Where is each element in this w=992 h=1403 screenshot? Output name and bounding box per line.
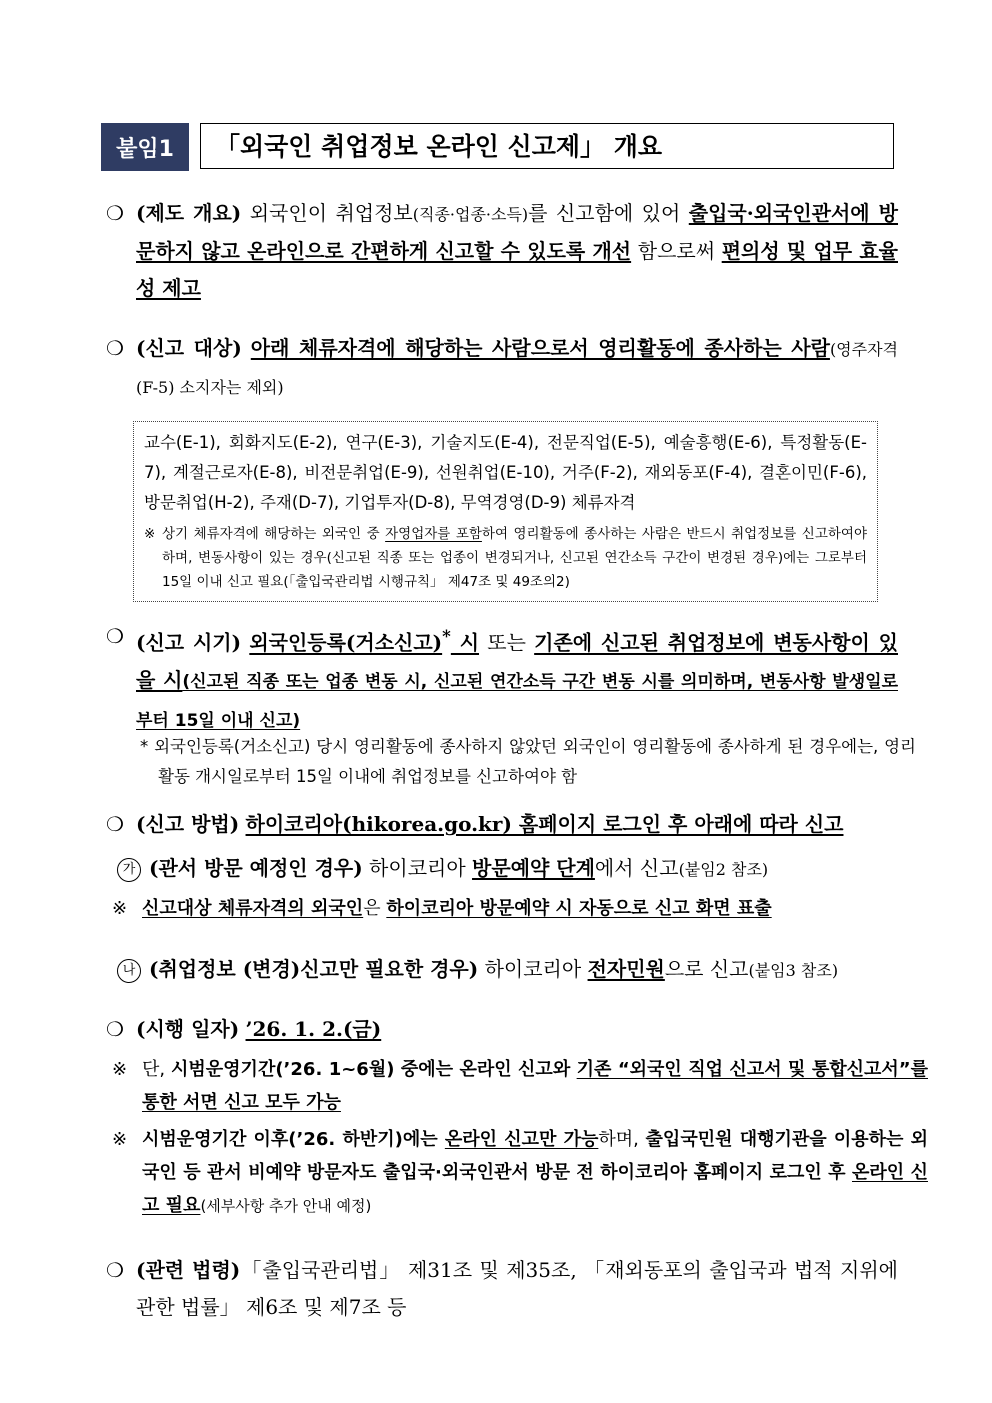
section-label: (신고 시기) [136,630,242,655]
effective-ref-1: ※ 단, 시범운영기간(’26. 1~6월) 중에는 온라인 신고와 기존 “외국인 직업 신고서 및 통합신고서”를 통한 서면 신고 모두 가능 [112,1059,928,1113]
visa-types-box [133,421,878,602]
bullet: ❍ [106,1017,124,1041]
document-header [101,123,894,171]
section-overview: ❍ (제도 개요) 외국인이 취업정보(직종·업종·소득)를 신고함에 있어 출입국·외국인관서에 방문하지 않고 온라인으로 간편하게 신고할 수 있도록 개선 함으로써 편의성 및 업무 효율성 제고 [106,195,898,307]
bullet: ❍ [106,812,124,836]
section-effective-date: ❍ (시행 일자) ’26. 1. 2.(금) [106,1011,898,1048]
bullet: ❍ [106,624,124,648]
visa-note: ※ 상기 체류자격에 해당하는 외국인 중 자영업자를 포함하여 영리활동에 종사하는 사람은 반드시 취업정보를 신고하여야 하며, 변동사항이 있는 경우(신고된 직종 또는 업종이 변경되거나, 신고된 연간소득 구간이 변경된 경우)에는 그로부터 15일 이내 신고 필요(「출입국관리법 시행규칙」 제47조 및 49조의2) [144,526,868,590]
section-timing: ❍ (신고 시기) 외국인등록(거소신고)* 시 또는 기존에 신고된 취업정보에 변동사항이 있을 시(신고된 직종 또는 업종 변동 시, 신고된 연간소득 구간 변동 시를 의미하며, 변동사항 발생일로부터 15일 이내 신고) [106,618,898,740]
section-label: (신고 대상) [136,336,242,360]
method-ref: ※ 신고대상 체류자격의 외국인은 하이코리아 방문예약 시 자동으로 신고 화면 표출 [112,898,772,919]
bullet: ❍ [106,336,124,360]
attachment-tag: 붙임1 [101,123,189,171]
method-item-a: 가 (관서 방문 예정인 경우) 하이코리아 방문예약 단계에서 신고(붙임2 참조) [117,850,768,888]
timing-note: * 외국인등록(거소신고) 당시 영리활동에 종사하지 않았던 외국인이 영리활동에 종사하게 된 경우에는, 영리활동 개시일로부터 15일 이내에 취업정보를 신고하여야 함 [140,737,916,786]
circled-na-icon: 나 [117,959,141,983]
bullet: ❍ [106,201,124,225]
section-target: ❍ (신고 대상) 아래 체류자격에 해당하는 사람으로서 영리활동에 종사하는 사람(영주자격(F-5) 소지자는 제외) [106,330,898,406]
section-method: ❍ (신고 방법) 하이코리아(hikorea.go.kr) 홈페이지 로그인 후 아래에 따라 신고 [106,806,898,843]
effective-ref-2: ※ 시범운영기간 이후(’26. 하반기)에는 온라인 신고만 가능하며, 출입국민원 대행기관을 이용하는 외국인 등 관서 비예약 방문자도 출입국·외국인관서 방문 전 하이코리아 홈페이지 로그인 후 온라인 신고 필요(세부사항 추가 안내 예정) [112,1129,928,1216]
circled-ga-icon: 가 [117,858,141,882]
method-item-b: 나 (취업정보 (변경)신고만 필요한 경우) 하이코리아 전자민원으로 신고(붙임3 참조) [117,951,838,989]
section-laws: ❍ (관련 법령)「출입국관리법」 제31조 및 제35조, 「재외동포의 출입국과 법적 지위에 관한 법률」 제6조 및 제7조 등 [106,1252,898,1326]
visa-type-list: 교수(E-1), 회화지도(E-2), 연구(E-3), 기술지도(E-4), 전문직업(E-5), 예술흥행(E-6), 특정활동(E-7), 계절근로자(E-8), 비전문취업(E-9), 선원취업(E-10), 거주(F-2), 재외동포(F-4), 결혼이민(F-6), 방문취업(H-2), 주재(D-7), 기업투자(D-8), 무역경영(D-9) 체류자격 [144,433,867,512]
page-title: 「외국인 취업정보 온라인 신고제」 개요 [200,123,894,169]
section-label: (시행 일자) [136,1017,240,1041]
section-label: (관련 법령) [136,1258,241,1282]
bullet: ❍ [106,1258,124,1282]
section-label: (신고 방법) [136,812,240,836]
section-label: (제도 개요) [136,201,242,225]
